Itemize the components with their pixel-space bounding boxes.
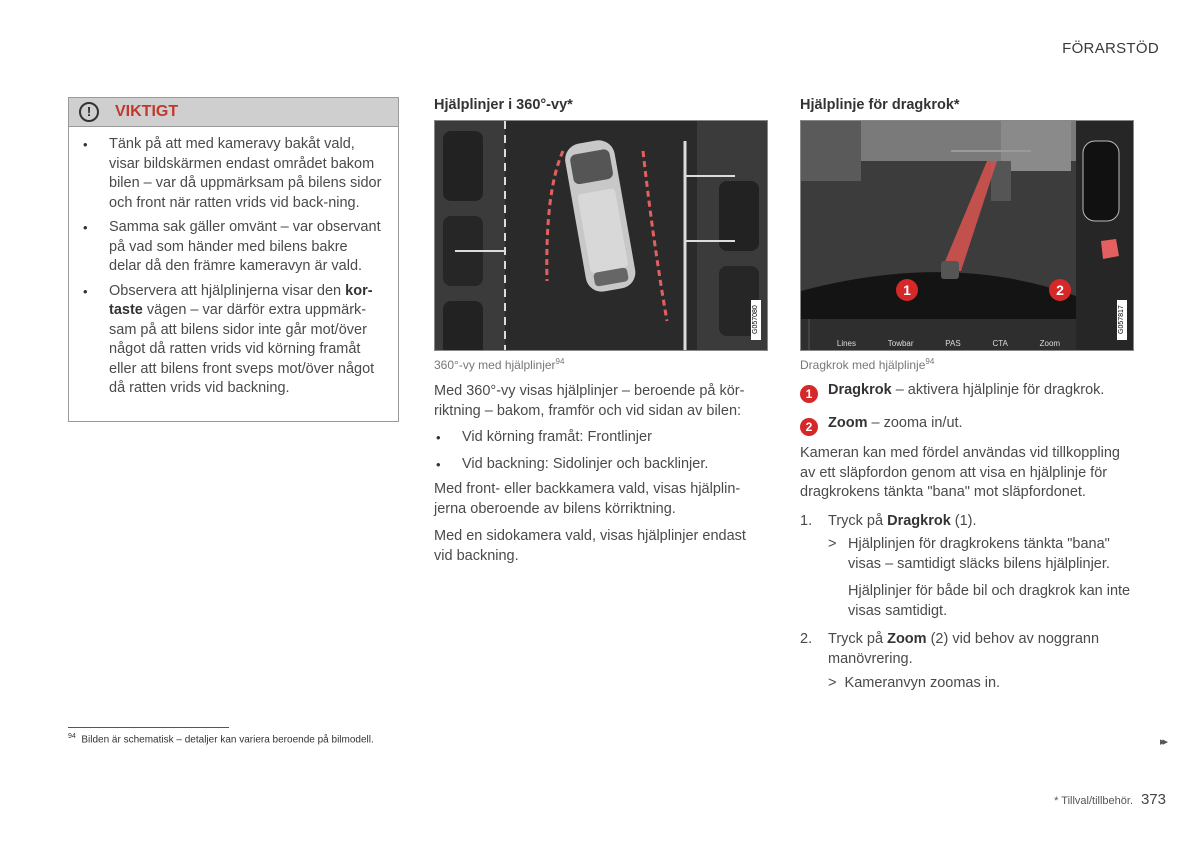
footnote-number: 94 [68, 733, 76, 740]
image-code: G057080 [751, 300, 761, 340]
bullet-item: • Vid körning framåt: Frontlinjer [434, 428, 764, 448]
towbar-illustration [801, 121, 1133, 350]
footnote-ref: 94 [925, 357, 935, 366]
paragraph-360-side: Med en sidokamera vald, visas hjälplinjer endast vid backning. [434, 528, 746, 564]
toolbar-zoom-button[interactable]: Zoom [1039, 339, 1061, 348]
step-bold: Dragkrok [887, 513, 951, 529]
caption-360 [434, 357, 564, 372]
warning-box [68, 97, 399, 422]
page-number: 373 [1140, 791, 1166, 808]
step-number: 2. [800, 631, 813, 647]
step-text: Tryck på [828, 513, 888, 529]
bullet-item: • Vid backning: Sidolinjer och backlinjer. [434, 455, 764, 475]
step-text: (2) vid behov av noggrann [926, 631, 1100, 647]
step-2 [800, 630, 1140, 669]
result-marker: > [828, 536, 837, 552]
item-text: – aktivera hjälplinje för dragkrok. [891, 382, 1105, 398]
warning-item-text: vägen – var därför extra uppmärk-sam på att bilens sidor inte går mot/över något då ratten vrids vid körning framåt eller att bilens front sveps mot/över något då ratten vrids vid backning. [109, 302, 375, 396]
step-bold: Zoom [887, 631, 927, 647]
double-arrow-right-icon[interactable]: ▸▸ [1159, 736, 1165, 748]
warning-item [109, 282, 382, 399]
result-text: Hjälplinjen för dragkrokens tänkta "bana" visas – samtidigt släcks bilens hjälplinjer. [848, 536, 1110, 572]
toolbar-towbar-button[interactable]: Towbar [887, 339, 914, 348]
image-code: G057817 [1117, 300, 1127, 340]
caption-text: 360°-vy med hjälplinjer [434, 358, 556, 372]
360-view-illustration [435, 121, 767, 350]
warning-item-text: Observera att hjälplinjerna visar den [109, 282, 346, 299]
step-1 [800, 512, 1140, 532]
caption-text: Dragkrok med hjälplinje [800, 358, 926, 372]
bullet-list-360 [434, 428, 764, 481]
step-text: Tryck på [828, 631, 888, 647]
toolbar-pas-button[interactable]: PAS [945, 339, 961, 348]
figure-towbar [800, 120, 1134, 351]
step-text: (1). [950, 513, 977, 529]
section-label: FÖRARSTÖD [1062, 40, 1159, 57]
callout-badge: 2 [1049, 279, 1071, 301]
footnote-divider [68, 727, 229, 728]
toolbar-lines-button[interactable]: Lines [836, 339, 856, 348]
warning-item: • Tänk på att med kameravy bakåt vald, visar bildskärmen endast området bakom bilen – var då uppmärksam på bilens sidor och front när ratten vrids vid back-ning. [109, 135, 382, 213]
heading-towbar: Hjälplinje för dragkrok* [800, 97, 960, 113]
camera-toolbar [801, 319, 1076, 350]
warning-list [69, 127, 398, 399]
footnote [68, 733, 374, 745]
result-text: Kameranvyn zoomas in. [844, 675, 1001, 691]
footnote-text: Bilden är schematisk – detaljer kan variera beroende på bilmodell. [81, 734, 374, 746]
callout-item [800, 414, 1140, 436]
toolbar-cta-button[interactable]: CTA [992, 339, 1008, 348]
paragraph-towbar: Kameran kan med fördel användas vid tillkoppling av ett släpfordon genom att visa en hjälplinje för dragkrokens tänkta "bana" mot släpfordonet. [800, 445, 1120, 500]
paragraph-360-cameras: Med front- eller backkamera vald, visas hjälplin-jerna oberoende av bilens körriktning. [434, 481, 741, 517]
item-bold: Zoom [828, 415, 868, 431]
step-text: manövrering. [828, 650, 913, 667]
step-1-result [828, 535, 1138, 574]
warning-item-bold: kor-taste [109, 282, 373, 318]
warning-title: VIKTIGT [115, 103, 179, 120]
warning-header [69, 98, 398, 127]
paragraph-360-intro: Med 360°-vy visas hjälplinjer – beroende på kör-riktning – bakom, framför och vid sidan av bilen: [434, 383, 745, 419]
figure-360-view [434, 120, 768, 351]
step-2-result [828, 674, 1000, 694]
step-number: 1. [800, 513, 813, 529]
caption-towbar [800, 357, 934, 372]
item-text: – zooma in/ut. [867, 415, 963, 431]
footnote-ref: 94 [555, 357, 565, 366]
exclamation-circle-icon: ! [79, 102, 99, 122]
item-bold: Dragkrok [828, 382, 892, 398]
callout-item [800, 381, 1140, 403]
result-marker: > [828, 675, 837, 691]
heading-360-view: Hjälplinjer i 360°-vy* [434, 97, 573, 113]
callout-badge: 1 [896, 279, 918, 301]
step-1-note: Hjälplinjer för både bil och dragkrok kan inte visas samtidigt. [848, 583, 1131, 619]
warning-item: • Samma sak gäller omvänt – var observant på vad som händer med bilens bakre delar då den främre kameravyn är vald. [109, 218, 382, 277]
optional-note: * Tillval/tillbehör. [1054, 795, 1133, 807]
callout-badge: 2 [800, 418, 818, 436]
callout-badge: 1 [800, 385, 818, 403]
